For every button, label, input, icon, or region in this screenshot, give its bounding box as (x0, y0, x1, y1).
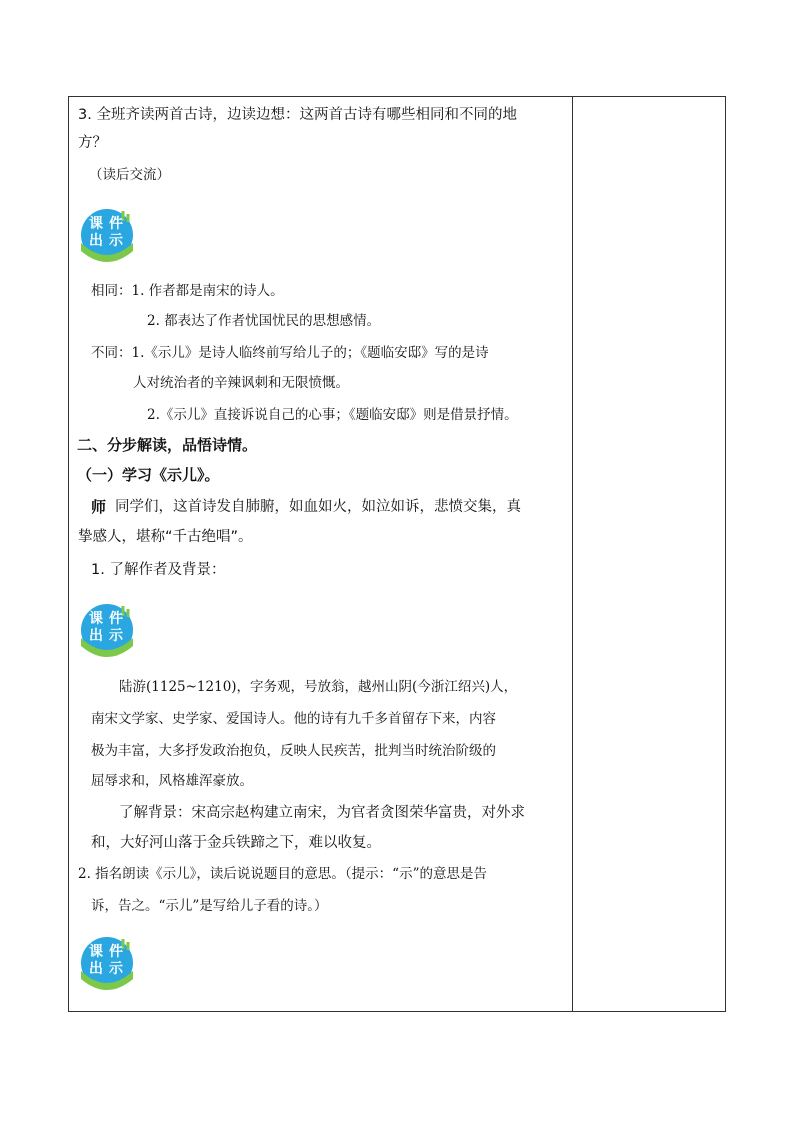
teacher-label: 师 (91, 498, 107, 516)
badge-char: 课 (89, 216, 103, 232)
subsection-1-heading: （一）学习《示儿》。 (77, 466, 220, 484)
courseware-badge-icon (77, 602, 139, 658)
courseware-badge-icon (77, 935, 139, 991)
badge-char: 出 (89, 628, 103, 644)
diff-point-1-line-2: 人对统治者的辛辣讽刺和无限愤慨。 (133, 375, 349, 391)
item-2-line-2: 诉，告之。“示儿”是写给儿子看的诗。） (91, 898, 328, 914)
badge-char: 出 (89, 961, 103, 977)
background-line-2: 和，大好河山落于金兵铁蹄之下，难以收复。 (91, 835, 381, 851)
lu-you-bio-line-4: 屈辱求和，风格雄浑豪放。 (91, 773, 253, 789)
badge-char: 示 (109, 233, 123, 249)
read-and-discuss-note: （读后交流） (89, 167, 170, 183)
courseware-badge-icon (77, 207, 139, 263)
badge-char: 示 (109, 961, 123, 977)
section-2-heading: 二、分步解读，品悟诗情。 (77, 436, 258, 454)
teacher-speech-line-2: 挚感人，堪称“千古绝唱”。 (78, 529, 253, 545)
question-3-line-2: 方？ (78, 135, 107, 151)
badge-char: 件 (109, 216, 123, 232)
badge-char: 件 (109, 944, 123, 960)
item-1-heading: 1. 了解作者及背景： (91, 562, 226, 578)
lu-you-bio-line-2: 南宋文学家、史学家、爱国诗人。他的诗有九千多首留存下来，内容 (91, 711, 496, 727)
diff-point-2: 2.《示儿》直接诉说自己的心事；《题临安邸》则是借景抒情。 (147, 407, 518, 423)
badge-char: 出 (89, 233, 103, 249)
background-line-1: 了解背景：宋高宗赵构建立南宋，为官者贪图荣华富贵，对外求 (119, 805, 525, 821)
lu-you-bio-line-3: 极为丰富，大多抒发政治抱负，反映人民疾苦，批判当时统治阶级的 (91, 743, 496, 759)
lesson-content-cell (69, 97, 572, 1011)
teacher-speech-line-1: 同学们，这首诗发自肺腑，如血如火，如泣如诉，悲愤交集，真 (115, 499, 521, 515)
lu-you-bio-line-1: 陆游(1125~1210)，字务观，号放翁，越州山阴(今浙江绍兴)人， (119, 679, 518, 695)
badge-char: 课 (89, 611, 103, 627)
same-point-2: 2. 都表达了作者忧国忧民的思想感情。 (147, 313, 381, 329)
same-point-1: 相同：1. 作者都是南宋的诗人。 (91, 283, 284, 299)
lesson-table (68, 96, 726, 1012)
badge-char: 件 (109, 611, 123, 627)
diff-point-1-line-1: 不同：1.《示儿》是诗人临终前写给儿子的；《题临安邸》写的是诗 (91, 345, 489, 361)
badge-char: 课 (89, 944, 103, 960)
badge-char: 示 (109, 628, 123, 644)
notes-cell (573, 97, 725, 1011)
question-3-line-1: 3. 全班齐读两首古诗，边读边想：这两首古诗有哪些相同和不同的地 (78, 107, 517, 123)
item-2-line-1: 2. 指名朗读《示儿》，读后说说题目的意思。（提示：“示”的意思是告 (78, 866, 487, 882)
